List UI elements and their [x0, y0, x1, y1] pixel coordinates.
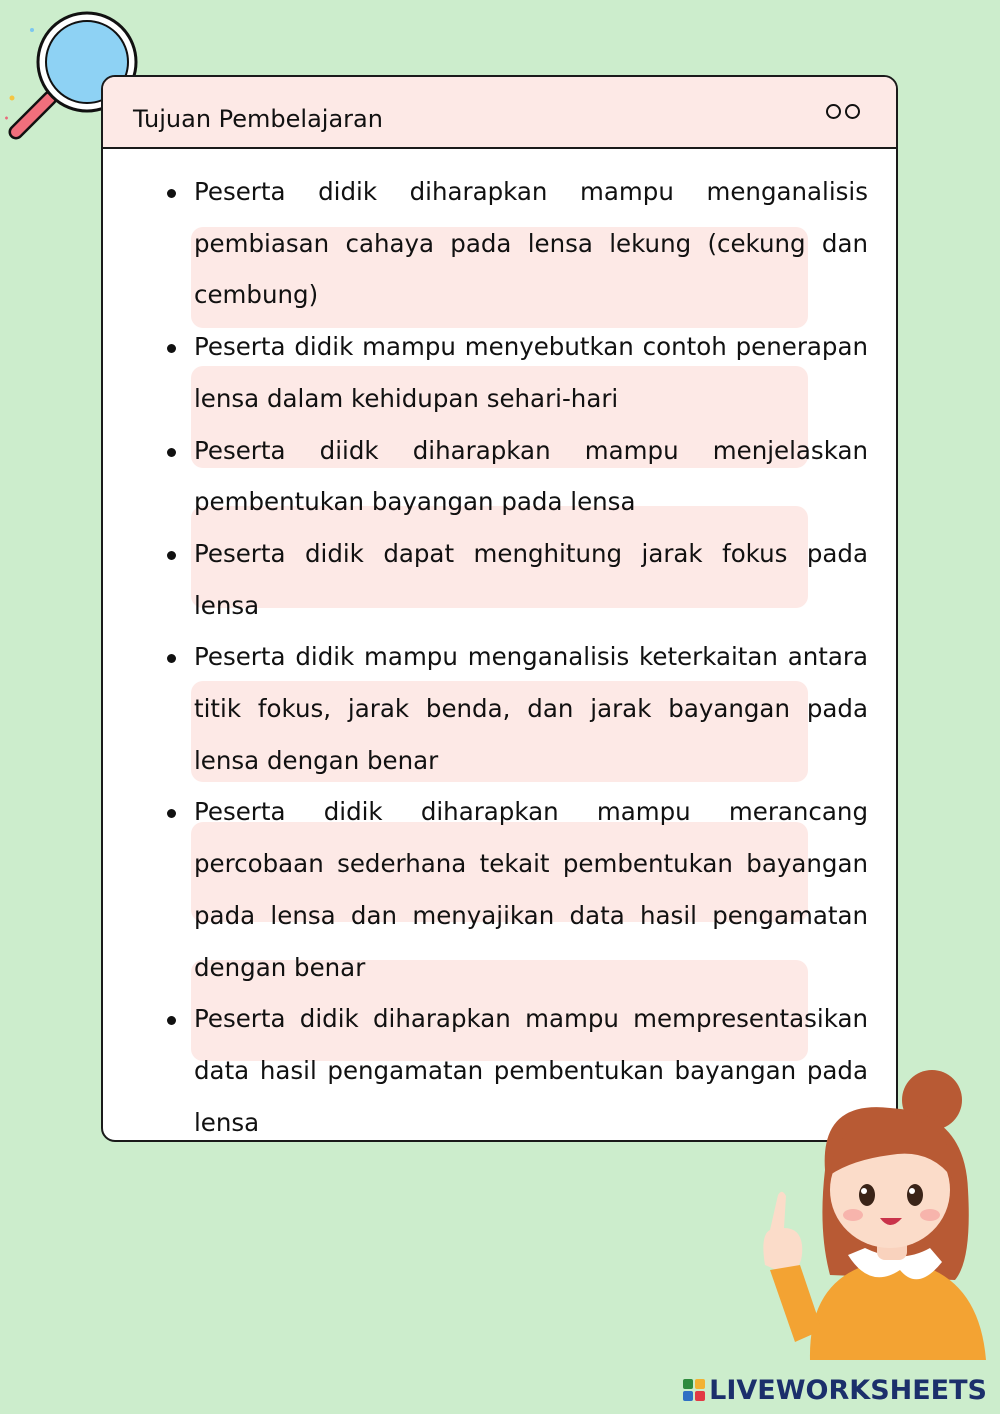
objective-item: Peserta didik diharapkan mampu mempresentasikan data hasil pengamatan pembentukan bayangan pada lensa: [194, 993, 868, 1148]
window-dots-icon: [826, 104, 860, 119]
card-title: Tujuan Pembelajaran: [133, 105, 383, 133]
girl-pointing-illustration: [740, 1060, 995, 1360]
objective-item: Peserta didik mampu menyebutkan contoh penerapan lensa dalam kehidupan sehari-hari: [194, 321, 868, 424]
liveworksheets-brand: [683, 1372, 987, 1408]
objectives-list: [194, 166, 868, 1148]
card-header: [103, 77, 896, 149]
objective-item: Peserta didik dapat menghitung jarak fokus pada lensa: [194, 528, 868, 631]
brand-text: LIVEWORKSHEETS: [709, 1374, 987, 1406]
objective-item: Peserta didik mampu menganalisis keterkaitan antara titik fokus, jarak benda, dan jarak bayangan pada lensa dengan benar: [194, 631, 868, 786]
liveworksheets-logo-icon: [683, 1379, 705, 1401]
objective-item: Peserta didik diharapkan mampu merancang percobaan sederhana tekait pembentukan bayangan pada lensa dan menyajikan data hasil pengamatan dengan benar: [194, 786, 868, 993]
objective-item: Peserta didik diharapkan mampu menganalisis pembiasan cahaya pada lensa lekung (cekung dan cembung): [194, 166, 868, 321]
window-dot-icon: [845, 104, 860, 119]
window-dot-icon: [826, 104, 841, 119]
objective-item: Peserta diidk diharapkan mampu menjelaskan pembentukan bayangan pada lensa: [194, 425, 868, 528]
